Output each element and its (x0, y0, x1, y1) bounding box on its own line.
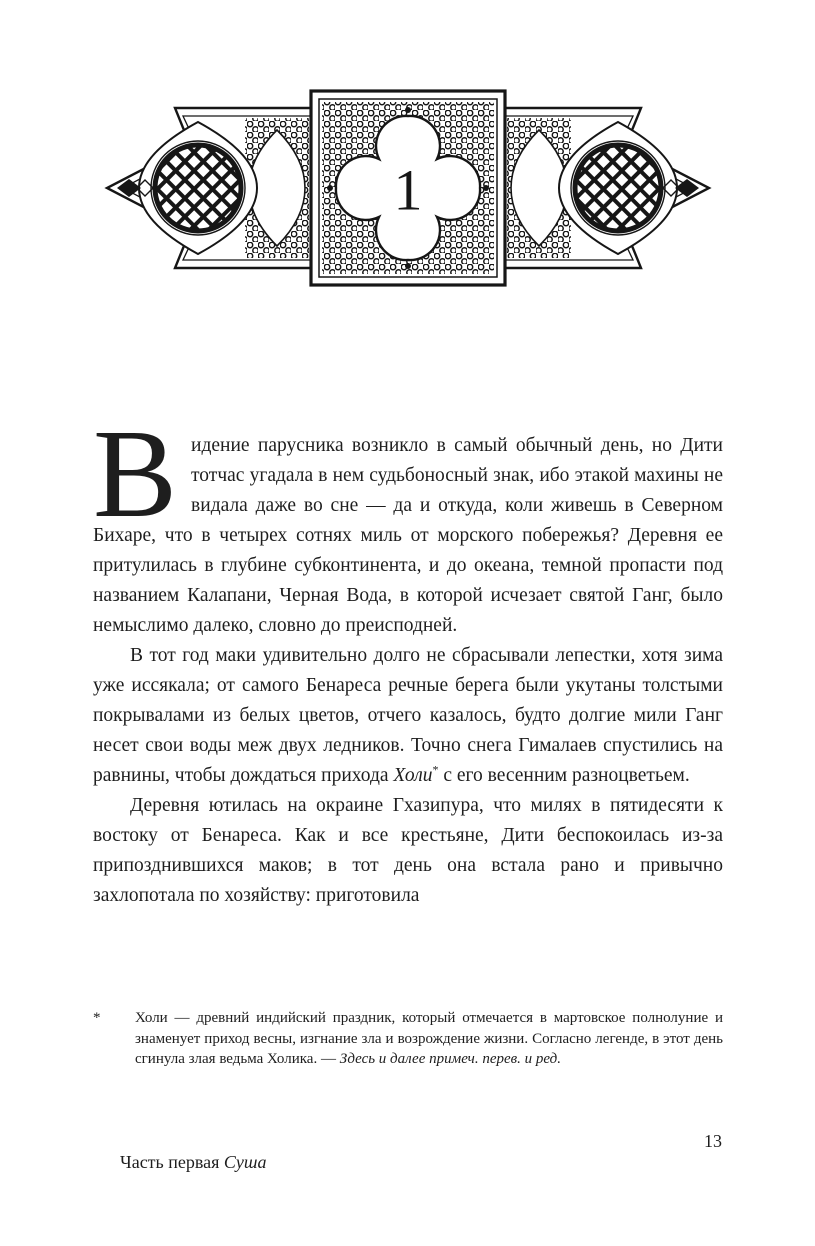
footnote-editor-note: Здесь и далее примеч. перев. и ред. (339, 1051, 562, 1067)
body-text (93, 405, 723, 911)
part-title: Суша (223, 1152, 267, 1172)
footnote-text (135, 1008, 723, 1070)
footnote (93, 1008, 723, 1070)
paragraph-3-text: Деревня ютилась на окраине Гхазипура, что милях в пятидесяти к востоку от Бенареса. Как и все крестьяне, Дити беспокоилась из-за припозднившихся маков; в тот день она встала рано и привычно захлопотала по хозяйству: приготовила (93, 795, 723, 906)
page-number: 13 (704, 1131, 722, 1151)
paragraph-2-text: В тот год маки удивительно долго не сбрасывали лепестки, хотя зима уже иссякала; от самого Бенареса речные берега были укутаны толстыми покрывалами из белых цветов, отчего казалось, будто долгие мили Ганг несет свои воды меж двух ледников. Точно снега Гималаев спустились на равнины, чтобы дождаться прихода (93, 645, 723, 786)
chapter-ornament (93, 88, 723, 288)
paragraph-2-text-after: с его весенним разноцветьем. (438, 765, 690, 786)
chapter-number: 1 (393, 157, 423, 223)
running-title (93, 1131, 267, 1194)
chapter-ornament-graphic (93, 88, 723, 288)
page-footer (93, 1131, 722, 1194)
paragraph-1 (93, 405, 723, 641)
paragraph-2 (93, 641, 723, 791)
footnote-main-text: Холи — древний индийский праздник, который отмечается в мартовское полнолуние и знаменует приход весны, изгнание зла и возрождение жизни. Согласно легенде, в этот день сгинула злая ведьма Холика. — (135, 1010, 723, 1067)
footnote-reference: * (432, 762, 439, 777)
dropcap-letter: В (93, 405, 178, 544)
paragraph-1-text: идение парусника возникло в самый обычный день, но Дити тотчас угадала в нем судьбоносный знак, ибо этакой махины не видала даже во сне — да и откуда, коли живешь в Северном Бихаре, что в четырех сотнях миль от морского побережья? Деревня ее притулилась в глубине субконтинента, и до океана, темной пропасти под названием Калапани, Черная Вода, в которой исчезает святой Ганг, было немыслимо далеко, словно до преисподней. (93, 435, 723, 636)
footnote-marker: * (93, 1010, 101, 1026)
part-label: Часть первая (120, 1152, 224, 1172)
holi-term: Холи (393, 765, 433, 786)
paragraph-3 (93, 791, 723, 911)
